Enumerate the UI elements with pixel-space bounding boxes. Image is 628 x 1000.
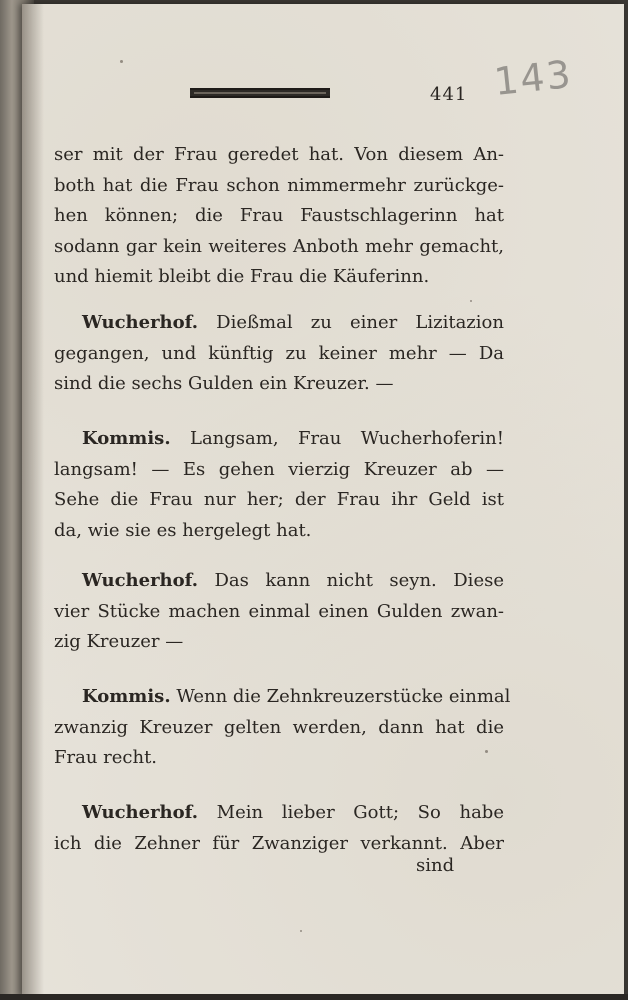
scan-bottom-edge bbox=[0, 994, 628, 1000]
dialogue-text: Das kann nicht seyn. Diese bbox=[214, 570, 504, 591]
header-ornament-rule bbox=[190, 88, 330, 98]
paragraph-1 bbox=[54, 140, 504, 293]
text-line: langsam! — Es gehen vierzig Kreuzer ab — bbox=[54, 458, 504, 480]
paper-speck bbox=[485, 750, 488, 753]
gutter-shadow bbox=[22, 4, 44, 996]
paper-speck bbox=[470, 300, 472, 302]
dialogue-text: Wenn die Zehnkreuzerstücke einmal bbox=[176, 686, 511, 707]
catchword: sind bbox=[416, 855, 455, 876]
speaker-name: Wucherhof. bbox=[82, 802, 199, 823]
page-number: 441 bbox=[430, 84, 468, 105]
paragraph-6 bbox=[54, 798, 504, 859]
text-line: da, wie sie es hergelegt hat. bbox=[54, 519, 312, 541]
dialogue-text: Langsam, Frau Wucherhoferin! bbox=[190, 428, 504, 449]
text-line: ser mit der Frau geredet hat. Von diesem An- bbox=[54, 144, 504, 165]
speaker-name: Kommis. bbox=[82, 428, 171, 449]
text-line: sind die sechs Gulden ein Kreuzer. — bbox=[54, 373, 394, 394]
text-line bbox=[54, 424, 504, 455]
paragraph-2 bbox=[54, 308, 504, 400]
paragraph-4 bbox=[54, 566, 504, 658]
text-line: gegangen, und künftig zu keiner mehr — Da bbox=[54, 342, 504, 364]
text-line bbox=[54, 682, 511, 713]
paper-speck bbox=[300, 930, 302, 932]
text-line bbox=[54, 308, 504, 339]
text-line: Frau recht. bbox=[54, 747, 158, 768]
speaker-name: Wucherhof. bbox=[82, 570, 199, 591]
pencil-annotation: 143 bbox=[491, 52, 575, 104]
paper-speck bbox=[120, 60, 123, 63]
paragraph-3 bbox=[54, 424, 504, 546]
text-line: sodann gar kein weiteres Anboth mehr gemacht, bbox=[54, 235, 504, 257]
text-line bbox=[54, 566, 504, 597]
speaker-name: Wucherhof. bbox=[82, 312, 199, 333]
text-line: Sehe die Frau nur her; der Frau ihr Geld ist bbox=[54, 489, 504, 510]
text-line: both hat die Frau schon nimmermehr zurückge- bbox=[54, 174, 504, 196]
text-line bbox=[54, 798, 504, 829]
text-line: zwanzig Kreuzer gelten werden, dann hat die bbox=[54, 716, 504, 738]
paragraph-5 bbox=[54, 682, 511, 774]
text-line: und hiemit bleibt die Frau die Käuferinn. bbox=[54, 266, 430, 287]
text-line: ich die Zehner für Zwanziger verkannt. Aber bbox=[54, 832, 504, 854]
dialogue-text: Mein lieber Gott; So habe bbox=[216, 802, 504, 823]
text-line: vier Stücke machen einmal einen Gulden zwan- bbox=[54, 600, 504, 622]
text-line: hen können; die Frau Faustschlagerinn hat bbox=[54, 205, 504, 226]
dialogue-text: Dießmal zu einer Lizitazion bbox=[216, 312, 504, 333]
text-line: zig Kreuzer — bbox=[54, 631, 184, 652]
speaker-name: Kommis. bbox=[82, 686, 171, 707]
